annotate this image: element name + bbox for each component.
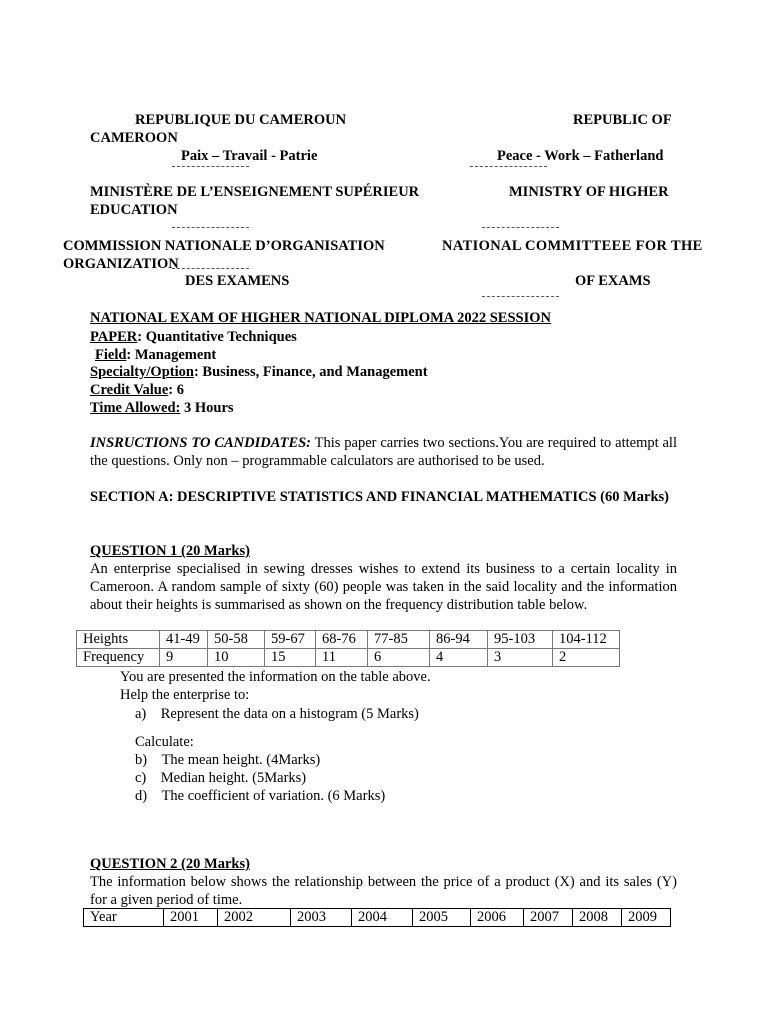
table-cell: 4 xyxy=(430,649,488,667)
question-2-text: The information below shows the relationship between the price of a product (X) and its sales (Y) for a given period of time. xyxy=(90,874,677,908)
en-country-line1: REPUBLIC OF xyxy=(573,112,672,128)
en-commission-line2: ORGANIZATION xyxy=(63,256,179,272)
question-1-items-bcd xyxy=(135,733,385,805)
instructions-label: INSRUCTIONS TO CANDIDATES: xyxy=(90,435,312,451)
en-commission-line1: NATIONAL COMMITTEEE FOR THE xyxy=(442,238,703,254)
fr-commission-line2: DES EXAMENS xyxy=(185,273,290,289)
table-cell: 50-58 xyxy=(208,631,265,649)
table-cell: 2008 xyxy=(573,909,622,927)
table-cell: 2001 xyxy=(164,909,218,927)
question-2-title: QUESTION 2 (20 Marks) xyxy=(90,856,250,872)
table-cell: 86-94 xyxy=(430,631,488,649)
table-cell: 11 xyxy=(316,649,368,667)
table-cell: Heights xyxy=(77,631,160,649)
fr-ministry: MINISTÈRE DE L’ENSEIGNEMENT SUPÉRIEUR xyxy=(90,184,420,200)
credit-value: : 6 xyxy=(168,382,185,398)
time-line xyxy=(90,399,234,417)
paper-line xyxy=(90,328,297,346)
table-cell: 2003 xyxy=(291,909,352,927)
paper-value: : Quantitative Techniques xyxy=(137,329,297,345)
table-cell: Year xyxy=(84,909,164,927)
list-item: a) Represent the data on a histogram (5 Marks) xyxy=(135,706,419,722)
specialty-label: Specialty/Option xyxy=(90,364,194,380)
divider xyxy=(482,296,559,297)
list-item: c) Median height. (5Marks) xyxy=(135,770,307,786)
frequency-table xyxy=(76,630,620,667)
fr-motto: Paix – Travail - Patrie xyxy=(181,148,318,164)
divider xyxy=(172,227,249,228)
question-1-items-a xyxy=(135,705,419,723)
en-ministry-line2: EDUCATION xyxy=(90,202,178,218)
table-cell: 2002 xyxy=(218,909,291,927)
table-row xyxy=(84,909,671,927)
divider xyxy=(482,227,559,228)
divider xyxy=(172,166,249,167)
divider xyxy=(470,166,547,167)
instructions-text: This paper carries two sections.You are required to attempt all the questions. Only non – programmable calculators are authorised to be used. xyxy=(90,435,677,469)
specialty-line xyxy=(90,363,428,381)
fr-country: REPUBLIQUE DU CAMEROUN xyxy=(135,112,347,128)
paper-label: PAPER xyxy=(90,329,138,345)
table-cell: Frequency xyxy=(77,649,160,667)
table-cell: 95-103 xyxy=(488,631,553,649)
en-ministry-line1: MINISTRY OF HIGHER xyxy=(509,184,669,200)
list-item: b) The mean height. (4Marks) xyxy=(135,752,321,768)
table-row xyxy=(77,649,620,667)
exam-title: NATIONAL EXAM OF HIGHER NATIONAL DIPLOMA 2022 SESSION xyxy=(90,310,551,326)
question-1-text: An enterprise specialised in sewing dresses wishes to extend its business to a certain locality in Cameroon. A random sample of sixty (60) people was taken in the said locality and the information about their heights is summarised as shown on the frequency distribution table below. xyxy=(90,561,677,613)
en-country-line2: CAMEROON xyxy=(90,130,178,146)
table-cell: 2 xyxy=(553,649,620,667)
section-a-title: SECTION A: DESCRIPTIVE STATISTICS AND FINANCIAL MATHEMATICS (60 Marks) xyxy=(90,489,670,505)
field-line xyxy=(95,346,216,364)
table-cell: 77-85 xyxy=(368,631,430,649)
time-label: Time Allowed: xyxy=(90,400,181,416)
table-cell: 9 xyxy=(160,649,208,667)
question-1-note: You are presented the information on the table above. xyxy=(120,669,431,685)
table-cell: 6 xyxy=(368,649,430,667)
credit-line xyxy=(90,381,184,399)
divider xyxy=(172,268,249,269)
list-item: d) The coefficient of variation. (6 Marks) xyxy=(135,788,386,804)
question-1-help: Help the enterprise to: xyxy=(120,687,250,703)
table-cell: 41-49 xyxy=(160,631,208,649)
en-commission-line3: OF EXAMS xyxy=(575,273,651,289)
specialty-value: : Business, Finance, and Management xyxy=(193,364,428,380)
table-cell: 2006 xyxy=(471,909,524,927)
instructions xyxy=(90,434,677,470)
table-cell: 68-76 xyxy=(316,631,368,649)
en-motto: Peace - Work – Fatherland xyxy=(497,148,664,164)
table-cell: 3 xyxy=(488,649,553,667)
table-row xyxy=(77,631,620,649)
credit-label: Credit Value xyxy=(90,382,169,398)
fr-commission-line1: COMMISSION NATIONALE D’ORGANISATION xyxy=(63,238,385,254)
question-1-title: QUESTION 1 (20 Marks) xyxy=(90,543,250,559)
calculate-label: Calculate: xyxy=(135,734,194,750)
table-cell: 2009 xyxy=(622,909,671,927)
table-cell: 10 xyxy=(208,649,265,667)
field-label: Field xyxy=(95,347,127,363)
table-cell: 2005 xyxy=(413,909,471,927)
table-cell: 15 xyxy=(265,649,316,667)
time-value: 3 Hours xyxy=(180,400,234,416)
table-cell: 2004 xyxy=(352,909,413,927)
table-cell: 59-67 xyxy=(265,631,316,649)
table-cell: 104-112 xyxy=(553,631,620,649)
year-table xyxy=(83,908,671,927)
table-cell: 2007 xyxy=(524,909,573,927)
field-value: : Management xyxy=(126,347,217,363)
